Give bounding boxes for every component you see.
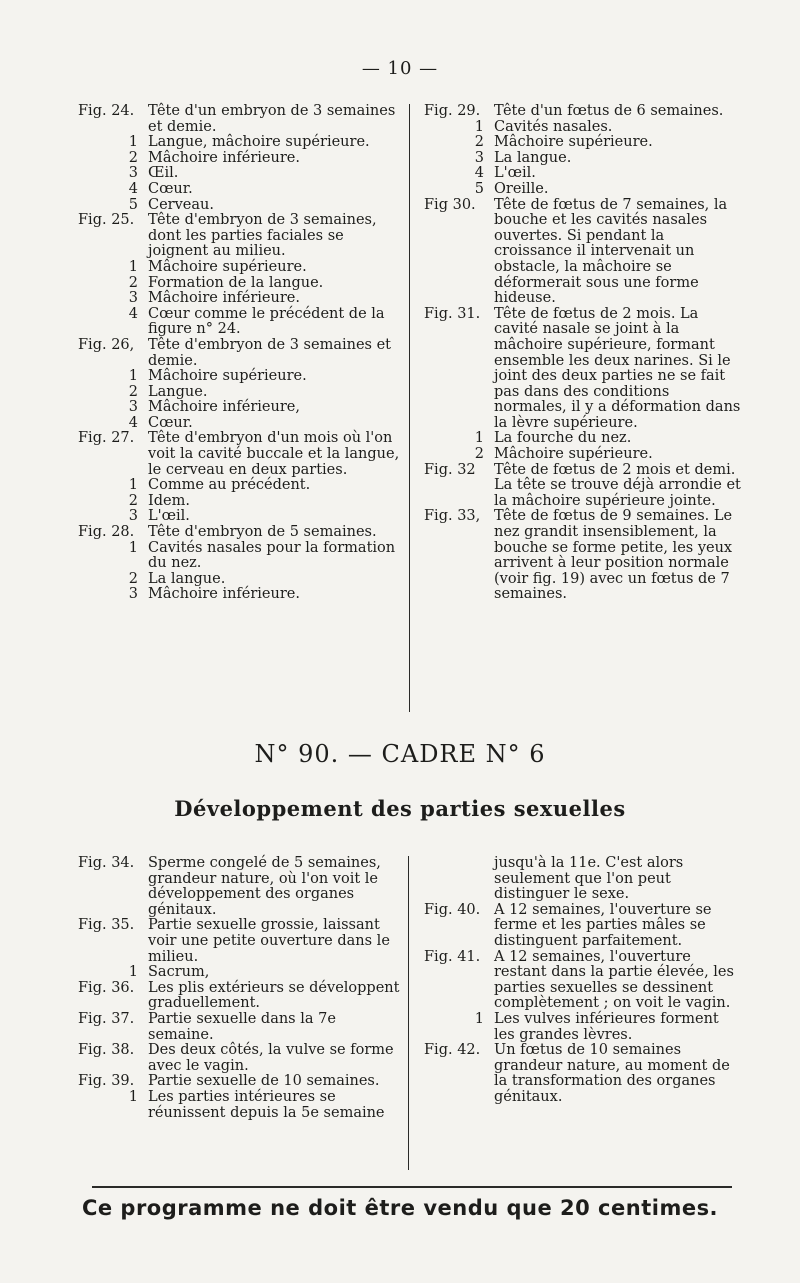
item-entry [424, 151, 742, 167]
figure-label: Fig. 39. [78, 1073, 135, 1090]
figure-entry [424, 463, 742, 510]
lower-left-column [78, 856, 400, 1121]
item-number: 3 [128, 586, 138, 603]
figure-entry [424, 509, 742, 603]
entry-text: Cavités nasales. [494, 118, 613, 135]
item-entry [78, 478, 400, 494]
entry-text: La langue. [494, 149, 572, 166]
item-number: 1 [128, 1088, 138, 1105]
section-heading: N° 90. — CADRE N° 6 [254, 740, 546, 768]
item-entry [78, 416, 400, 432]
item-number: 2 [128, 383, 138, 400]
item-number [424, 856, 494, 903]
entry-text: Cœur. [148, 180, 193, 197]
item-entry [424, 447, 742, 463]
item-number: 2 [128, 149, 138, 166]
entry-text: Tête d'embryon d'un mois où l'on voit la cavité buccale et la langue, le cerveau en deux parties. [148, 430, 400, 478]
figure-entry [424, 104, 742, 120]
item-entry [78, 541, 400, 572]
item-entry [424, 120, 742, 136]
entry-text: Cavités nasales pour la formation du nez. [148, 539, 396, 572]
item-entry [424, 431, 742, 447]
figure-entry [78, 525, 400, 541]
figure-entry [78, 981, 400, 1012]
entry-text: L'œil. [494, 165, 536, 182]
item-number: 3 [128, 399, 138, 416]
entry-text: Partie sexuelle de 10 semaines. [148, 1073, 380, 1090]
figure-entry [78, 1074, 400, 1090]
item-entry [78, 965, 400, 981]
entry-text: Formation de la langue. [148, 274, 324, 291]
figure-label: Fig. 24. [78, 103, 135, 119]
figure-entry [78, 918, 400, 965]
item-number: 2 [474, 446, 484, 463]
item-number: 3 [128, 290, 138, 307]
figure-entry [78, 104, 400, 135]
figure-entry [78, 431, 400, 478]
figure-label: Fig. 42. [424, 1042, 481, 1059]
entry-text: Tête de fœtus de 2 mois. La cavité nasale se joint à la mâchoire supérieure, formant ensemble les deux narines. Si le joint des deux parties ne se fait pas dans des conditions normales, il y a déformation dans la lèvre supérieure. [494, 305, 741, 431]
figure-label: Fig. 37. [78, 1010, 135, 1027]
figure-entry [424, 1043, 742, 1105]
upper-right-column [424, 104, 742, 603]
figure-label: Fig. 29. [424, 103, 481, 119]
figure-entry [78, 1012, 400, 1043]
entry-text: Un fœtus de 10 semaines grandeur nature, au moment de la transformation des organes génitaux. [494, 1042, 730, 1105]
figure-label: Fig. 28. [78, 524, 135, 541]
item-entry [424, 166, 742, 182]
figure-label: Fig. 32 [424, 461, 476, 478]
item-entry [78, 400, 400, 416]
figure-entry [424, 307, 742, 432]
item-number: 1 [128, 477, 138, 494]
figure-entry [424, 198, 742, 307]
entry-text: Sacrum, [148, 964, 210, 981]
entry-text: Cerveau. [148, 196, 214, 213]
entry-text: Tête d'un embryon de 3 semaines et demie. [148, 103, 396, 135]
lower-column-divider [408, 856, 409, 1170]
item-entry [78, 509, 400, 525]
upper-left-column [78, 104, 400, 603]
item-entry [78, 307, 400, 338]
entry-text: Mâchoire supérieure. [148, 258, 307, 275]
entry-text: Tête de fœtus de 9 semaines. Le nez grandit insensiblement, la bouche se forme petite, les yeux arrivent à leur position normale (voir fig. 19) avec un fœtus de 7 semaines. [494, 508, 733, 603]
entry-text: Tête d'embryon de 5 semaines. [148, 524, 377, 541]
item-number: 4 [128, 305, 138, 322]
bottom-rule [92, 1186, 732, 1188]
entry-text: Mâchoire supérieure. [148, 368, 307, 385]
entry-text: L'œil. [148, 508, 190, 525]
figure-label: Fig. 41. [424, 948, 481, 965]
item-number: 1 [128, 368, 138, 385]
entry-text: Des deux côtés, la vulve se forme avec le vagin. [148, 1042, 394, 1074]
figure-entry [78, 1043, 400, 1074]
item-number: 1 [128, 258, 138, 275]
figure-label: Fig. 31. [424, 305, 481, 322]
item-entry [78, 369, 400, 385]
figure-label: Fig. 38. [78, 1042, 135, 1059]
figure-label: Fig. 35. [78, 917, 135, 934]
item-entry [424, 135, 742, 151]
lower-right-column [424, 856, 742, 1106]
section-title: Développement des parties sexuelles [174, 796, 626, 821]
item-entry [78, 135, 400, 151]
item-entry [78, 276, 400, 292]
figure-label: Fig. 26, [78, 336, 135, 353]
entry-text: Cœur comme le précédent de la figure n° 24. [148, 305, 385, 338]
entry-text: A 12 semaines, l'ouverture se ferme et les parties mâles se distinguent parfaitement. [494, 901, 712, 949]
item-number: 5 [474, 180, 484, 197]
item-number: 1 [128, 964, 138, 981]
entry-text: Oreille. [494, 180, 549, 197]
item-number: 5 [128, 196, 138, 213]
entry-text: Tête d'un fœtus de 6 semaines. [494, 103, 724, 119]
item-entry [78, 385, 400, 401]
figure-entry [78, 213, 400, 260]
entry-text: Mâchoire supérieure. [494, 134, 653, 151]
item-number: 3 [128, 165, 138, 182]
item-entry [78, 260, 400, 276]
upper-column-divider [409, 104, 410, 712]
figure-label: Fig. 34. [78, 855, 135, 871]
item-number: 4 [128, 414, 138, 431]
figure-entry [78, 856, 400, 918]
entry-text: Les parties intérieures se réunissent depuis la 5e semaine [148, 1088, 385, 1121]
item-entry [424, 182, 742, 198]
item-number: 1 [128, 134, 138, 151]
item-number: 4 [474, 165, 484, 182]
item-number: 2 [474, 134, 484, 151]
item-entry [78, 291, 400, 307]
figure-entry [78, 338, 400, 369]
entry-text: Mâchoire supérieure. [494, 446, 653, 463]
entry-text: Mâchoire inférieure. [148, 149, 300, 166]
entry-text: A 12 semaines, l'ouverture restant dans la partie élevée, les parties sexuelles se dessinent complètement ; on voit le vagin. [494, 948, 734, 1012]
entry-text: Tête d'embryon de 3 semaines et demie. [148, 336, 391, 369]
figure-entry [424, 903, 742, 950]
item-number: 2 [128, 492, 138, 509]
item-number: 1 [474, 1010, 484, 1027]
entry-text: Sperme congelé de 5 semaines, grandeur nature, où l'on voit le développement des organes génitaux. [148, 855, 381, 918]
figure-label: Fig. 40. [424, 901, 481, 918]
item-number: 1 [128, 539, 138, 556]
item-entry [424, 856, 742, 903]
entry-text: Cœur. [148, 414, 193, 431]
entry-text: Partie sexuelle dans la 7e semaine. [148, 1010, 336, 1043]
figure-label: Fig. 27. [78, 430, 135, 447]
item-number: 4 [128, 180, 138, 197]
entry-text: Mâchoire inférieure. [148, 586, 300, 603]
figure-entry [424, 950, 742, 1012]
entry-text: Comme au précédent. [148, 477, 311, 494]
entry-text: La fourche du nez. [494, 430, 632, 447]
page-number: — 10 — [361, 58, 439, 79]
item-number: 3 [128, 508, 138, 525]
entry-text: Les vulves inférieures forment les grandes lèvres. [494, 1010, 719, 1043]
entry-text: Tête de fœtus de 7 semaines, la bouche et les cavités nasales ouvertes. Si pendant la croissance il intervenait un obstacle, la mâchoire se déformerait sous une forme hideuse. [494, 196, 728, 307]
entry-text: Mâchoire inférieure, [148, 399, 300, 416]
item-entry [78, 198, 400, 214]
item-entry [78, 1090, 400, 1121]
figure-label: Fig 30. [424, 196, 476, 213]
item-entry [78, 166, 400, 182]
entry-text: Langue. [148, 383, 208, 400]
item-entry [78, 587, 400, 603]
item-entry [424, 1012, 742, 1043]
entry-text: Les plis extérieurs se développent graduellement. [148, 979, 400, 1012]
entry-text: jusqu'à la 11e. C'est alors seulement que l'on peut distinguer le sexe. [494, 855, 684, 903]
figure-label: Fig. 36. [78, 979, 135, 996]
item-entry [78, 494, 400, 510]
figure-label: Fig. 33, [424, 508, 481, 525]
item-entry [78, 151, 400, 167]
item-number: 1 [474, 118, 484, 135]
item-number: 2 [128, 274, 138, 291]
entry-text: Œil. [148, 165, 179, 182]
entry-text: Mâchoire inférieure. [148, 290, 300, 307]
item-entry [78, 572, 400, 588]
entry-text: Idem. [148, 492, 190, 509]
entry-text: Tête de fœtus de 2 mois et demi. La tête se trouve déjà arrondie et la mâchoire supérieure jointe. [494, 461, 741, 509]
footer-note: Ce programme ne doit être vendu que 20 centimes. [81, 1196, 719, 1220]
item-entry [78, 182, 400, 198]
figure-label: Fig. 25. [78, 212, 135, 229]
item-number: 1 [474, 430, 484, 447]
entry-text: Langue, mâchoire supérieure. [148, 134, 370, 151]
item-number: 2 [128, 570, 138, 587]
item-number: 3 [474, 149, 484, 166]
entry-text: Partie sexuelle grossie, laissant voir une petite ouverture dans le milieu. [148, 917, 390, 965]
entry-text: Tête d'embryon de 3 semaines, dont les parties faciales se joignent au milieu. [148, 212, 377, 260]
entry-text: La langue. [148, 570, 226, 587]
